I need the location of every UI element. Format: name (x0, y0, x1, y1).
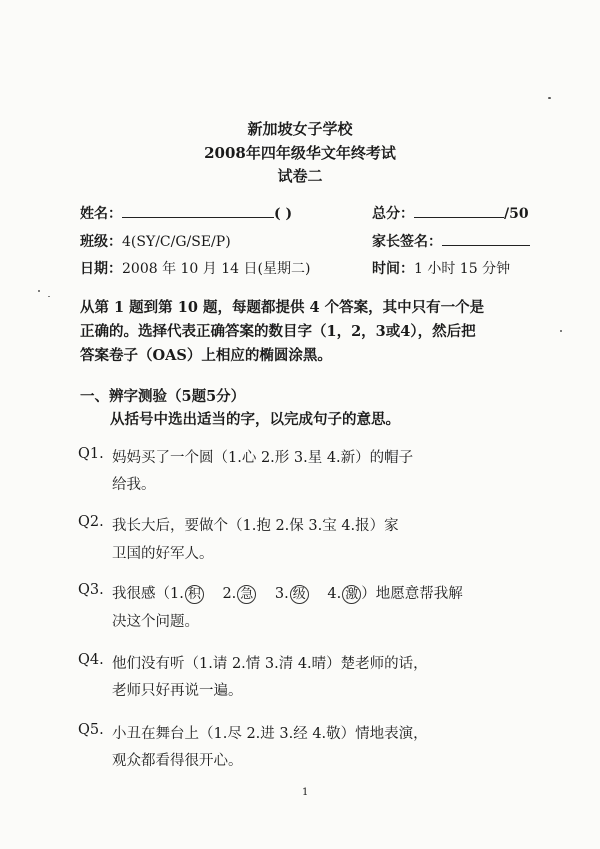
scan-speck (560, 330, 562, 332)
scan-speck (38, 290, 40, 292)
total-row (372, 203, 529, 223)
total-label: 总分： (372, 206, 414, 222)
index-paren: ( ) (274, 206, 293, 222)
circled-option-4: 激 (342, 585, 361, 604)
question-text: 我长大后，要做个（1.抱 2.保 3.宝 4.报）家 (112, 518, 399, 534)
parent-signature-row (372, 231, 530, 251)
name-label: 姓名： (80, 206, 122, 222)
exam-title: 2008年四年级华文年终考试 (204, 144, 396, 162)
question-number: Q4. (78, 652, 104, 668)
question-number: Q1. (78, 446, 104, 462)
school-name: 新加坡女子学校 (247, 120, 353, 138)
option-number-3: 3. (274, 586, 289, 602)
question-text-continued: 决这个问题。 (112, 614, 199, 630)
question-text: 妈妈买了一个圆（1.心 2.形 3.星 4.新）的帽子 (112, 450, 414, 466)
scan-speck (548, 97, 551, 99)
question-text-continued: 给我。 (112, 477, 156, 493)
page-number: 1 (302, 787, 309, 798)
date-value: 2008 年 10 月 14 日(星期二) (122, 261, 311, 277)
question-text-end: ）地愿意帮我解 (361, 586, 463, 602)
question-text-continued: 观众都看得很开心。 (112, 753, 243, 769)
paper-title: 试卷二 (277, 167, 323, 185)
question-number: Q3. (78, 582, 104, 598)
date-label: 日期： (80, 261, 122, 277)
circled-option-1: 积 (185, 585, 204, 604)
total-value: /50 (504, 206, 529, 222)
parent-signature-blank (442, 231, 530, 246)
scan-speck (48, 296, 50, 297)
section-title: 一、辨字测验（5题5分） (80, 388, 246, 405)
option-number-2: 2. (222, 586, 237, 602)
name-row (80, 203, 292, 223)
total-blank (414, 203, 504, 218)
instructions-line-2: 正确的。选择代表正确答案的数目字（1，2，3或4），然后把 (80, 323, 476, 340)
option-number-4: 4. (327, 586, 342, 602)
circled-option-2: 急 (237, 585, 256, 604)
circled-option-3: 级 (290, 585, 309, 604)
question-number: Q5. (78, 722, 104, 738)
name-blank (122, 203, 274, 218)
question-text (112, 582, 463, 604)
time-label: 时间： (372, 261, 414, 277)
instructions-line-3: 答案卷子（OAS）上相应的椭圆涂黑。 (80, 347, 332, 364)
class-value: 4(SY/C/G/SE/P) (122, 234, 231, 250)
question-text-start: 我很感（1. (112, 586, 184, 602)
question-text: 他们没有听（1.请 2.情 3.清 4.晴）楚老师的话， (112, 656, 428, 672)
question-text-continued: 老师只好再说一遍。 (112, 683, 243, 699)
parent-signature-label: 家长签名： (372, 234, 442, 250)
time-row (372, 258, 510, 278)
class-row (80, 231, 231, 251)
class-label: 班级： (80, 234, 122, 250)
instructions-line-1: 从第 1 题到第 10 题，每题都提供 4 个答案，其中只有一个是 (80, 299, 485, 316)
time-value: 1 小时 15 分钟 (414, 261, 511, 277)
question-text-continued: 卫国的好军人。 (112, 546, 214, 562)
question-number: Q2. (78, 514, 104, 530)
date-row (80, 258, 310, 278)
section-subtitle: 从括号中选出适当的字，以完成句子的意思。 (110, 411, 400, 428)
question-text: 小丑在舞台上（1.尽 2.进 3.经 4.敬）情地表演， (112, 726, 428, 742)
